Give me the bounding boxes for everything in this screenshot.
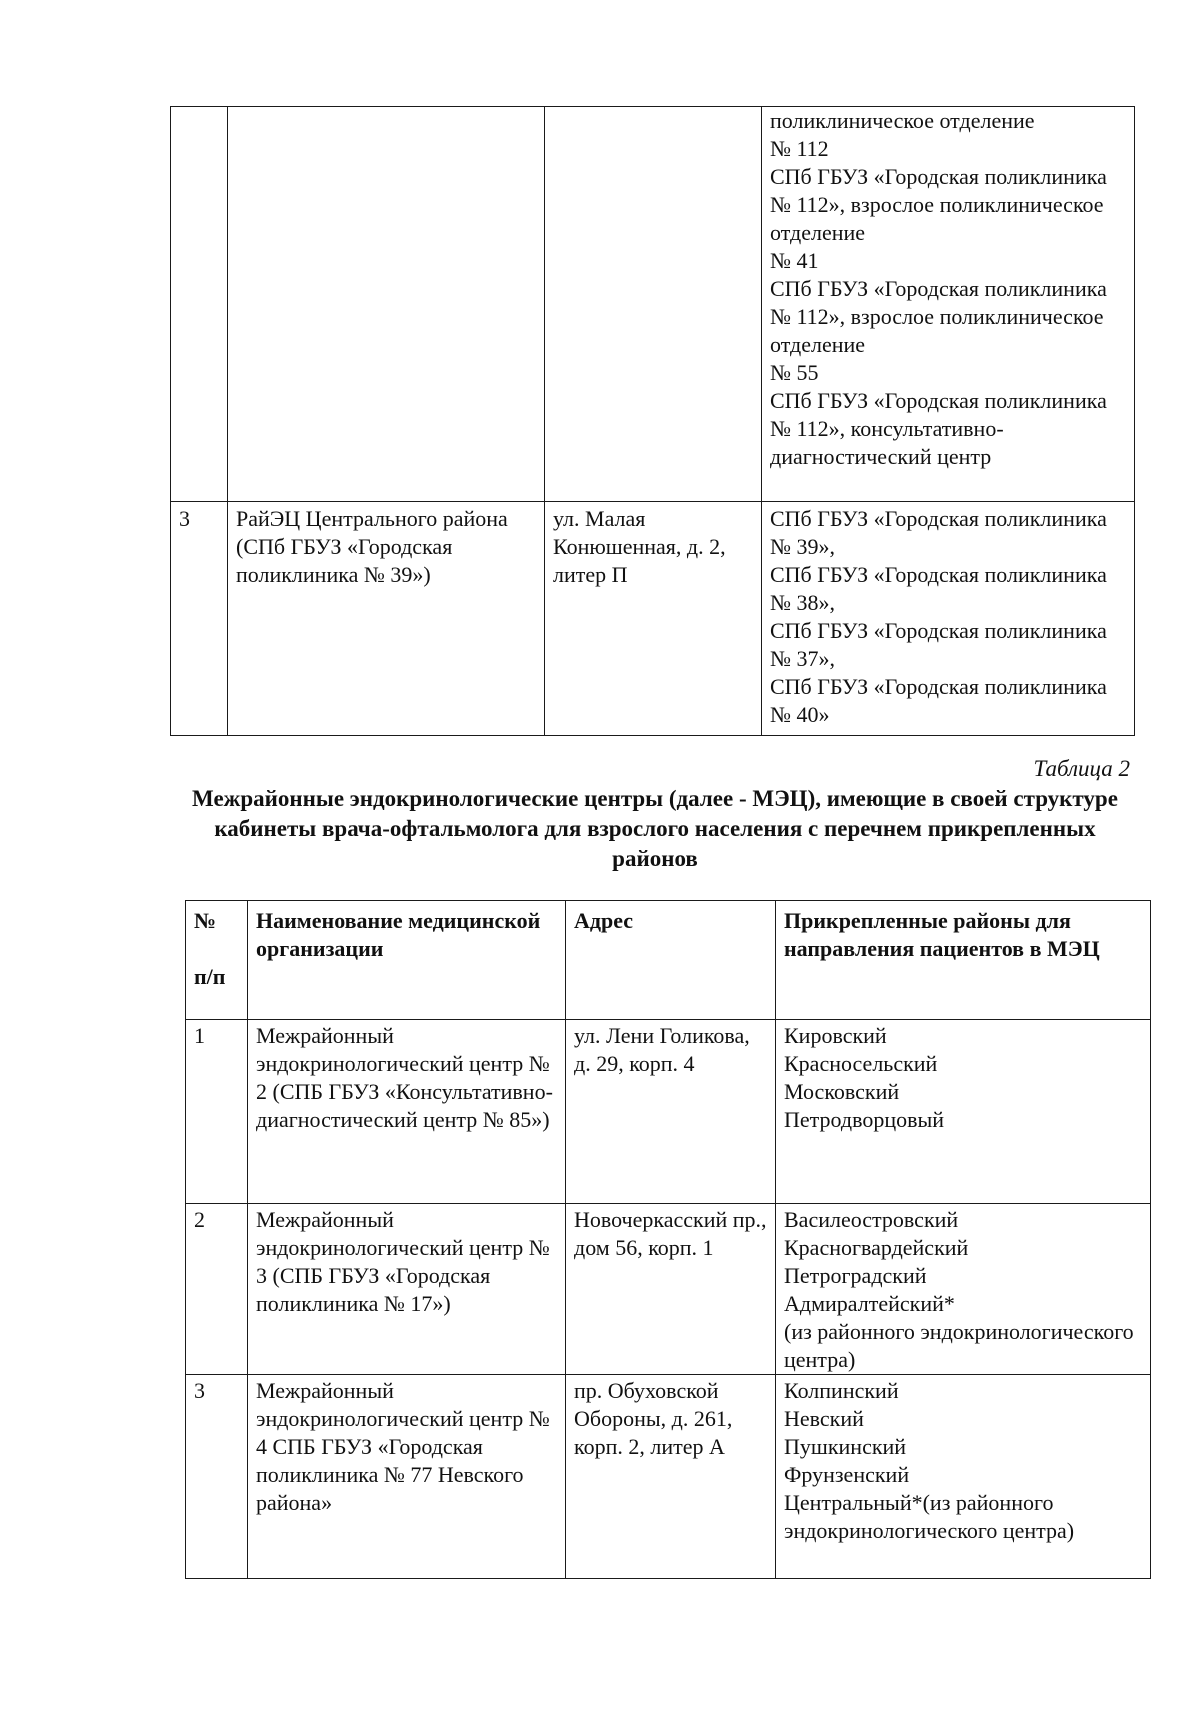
row-number [171,107,228,502]
header-address: Адрес [566,901,776,1020]
table-caption: Таблица 2 [1033,756,1130,781]
center-address: пр. Обуховской Обороны, д. 261, корп. 2, литер А [566,1375,776,1579]
center-address [545,107,762,502]
table-header-row [186,901,1151,1020]
header-districts: Прикрепленные районы для направления пациентов в МЭЦ [776,901,1151,1020]
row-number: 3 [171,502,228,736]
table-heading: Межрайонные эндокринологические центры (далее - МЭЦ), имеющие в своей структуре кабинеты врача-офтальмолога для взрослого населения с перечнем прикрепленных районов [192,786,1118,871]
mec-table [185,900,1151,1579]
header-number: № п/п [186,901,248,1020]
attached-districts: Василеостровский Красногвардейский Петроградский Адмиралтейский* (из районного эндокринологического центра) [776,1204,1151,1375]
row-number: 3 [186,1375,248,1579]
center-address: Новочеркасский пр., дом 56, корп. 1 [566,1204,776,1375]
center-name: Межрайонный эндокринологический центр № 3 (СПБ ГБУЗ «Городская поликлиника № 17») [248,1204,566,1375]
attached-clinics: СПб ГБУЗ «Городская поликлиника № 39», СПб ГБУЗ «Городская поликлиника № 38», СПб ГБУЗ «Городская поликлиника № 37», СПб ГБУЗ «Городская поликлиника № 40» [762,502,1135,736]
header-name: Наименование медицинской организации [248,901,566,1020]
clinics-table-continued [170,106,1135,736]
table-row [171,107,1135,502]
center-name: Межрайонный эндокринологический центр № 2 (СПБ ГБУЗ «Консультативно-диагностический центр № 85») [248,1020,566,1204]
attached-districts: Кировский Красносельский Московский Петродворцовый [776,1020,1151,1204]
row-number: 1 [186,1020,248,1204]
table-row [186,1020,1151,1204]
center-name: РайЭЦ Центрального района (СПб ГБУЗ «Городская поликлиника № 39») [228,502,545,736]
table-row [171,502,1135,736]
row-number: 2 [186,1204,248,1375]
attached-clinics: поликлиническое отделение № 112 СПб ГБУЗ «Городская поликлиника № 112», взрослое поликлиническое отделение № 41 СПб ГБУЗ «Городская поликлиника № 112», взрослое поликлиническое отделение № 55 СПб ГБУЗ «Городская поликлиника № 112», консультативно-диагностический центр [762,107,1135,502]
table-row [186,1375,1151,1579]
attached-districts: Колпинский Невский Пушкинский Фрунзенский Центральный*(из районного эндокринологического центра) [776,1375,1151,1579]
center-address: ул. Лени Голикова, д. 29, корп. 4 [566,1020,776,1204]
center-name: Межрайонный эндокринологический центр № 4 СПБ ГБУЗ «Городская поликлиника № 77 Невского района» [248,1375,566,1579]
center-name [228,107,545,502]
table-row [186,1204,1151,1375]
center-address: ул. Малая Конюшенная, д. 2, литер П [545,502,762,736]
